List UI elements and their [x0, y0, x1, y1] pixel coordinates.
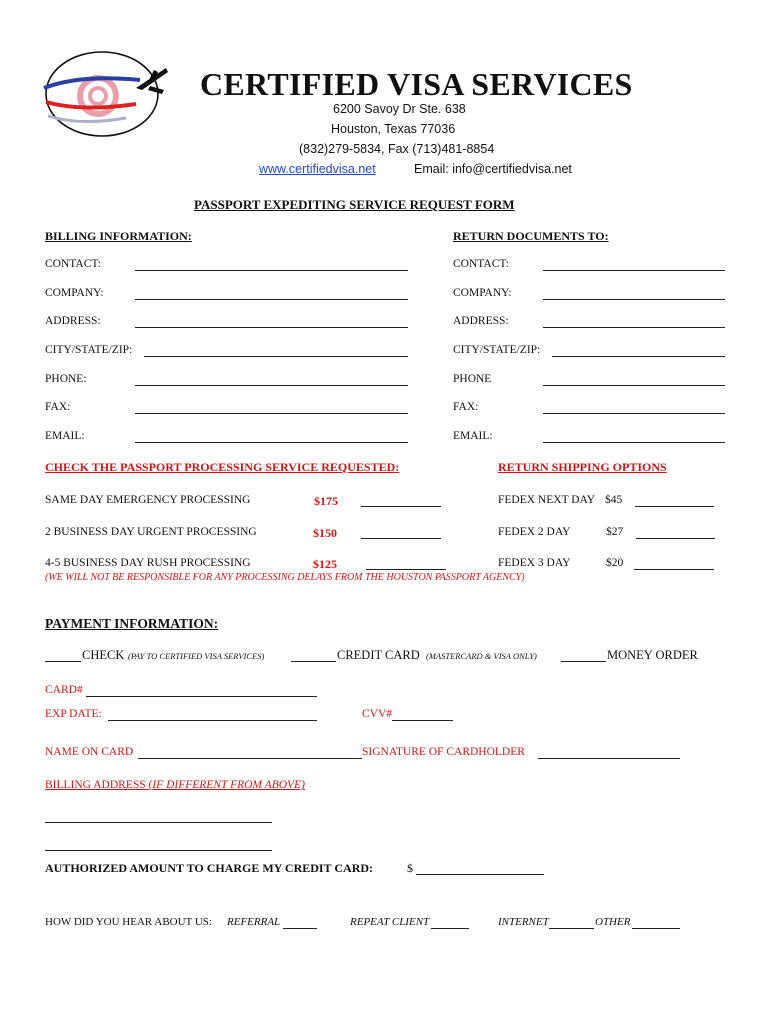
processing-option-price: $175: [314, 494, 338, 508]
billing-address-field[interactable]: [135, 327, 408, 328]
shipping-option-field[interactable]: [634, 569, 714, 570]
billing-company-label: COMPANY:: [45, 287, 104, 299]
processing-option-label: 4-5 BUSINESS DAY RUSH PROCESSING: [45, 557, 251, 569]
company-logo: [40, 44, 170, 144]
referral-referral-field[interactable]: [283, 928, 317, 929]
payment-heading: PAYMENT INFORMATION:: [45, 616, 219, 631]
money-order-label: MONEY ORDER: [607, 648, 698, 662]
billing-address-alt-line-2[interactable]: [45, 850, 272, 851]
company-email: Email: info@certifiedvisa.net: [414, 162, 572, 176]
processing-option-price: $125: [313, 557, 337, 571]
company-website-link[interactable]: www.certifiedvisa.net: [259, 162, 376, 176]
processing-option-label: 2 BUSINESS DAY URGENT PROCESSING: [45, 526, 257, 538]
billing-fax-field[interactable]: [135, 413, 408, 414]
exp-date-label: EXP DATE:: [45, 708, 102, 720]
form-title: PASSPORT EXPEDITING SERVICE REQUEST FORM: [194, 197, 515, 212]
billing-address-alt-line-1[interactable]: [45, 822, 272, 823]
billing-contact-field[interactable]: [135, 270, 408, 271]
billing-phone-field[interactable]: [135, 385, 408, 386]
cvv-field[interactable]: [392, 720, 453, 721]
authorized-amount-label: AUTHORIZED AMOUNT TO CHARGE MY CREDIT CARD:: [45, 861, 374, 875]
return-contact-field[interactable]: [543, 270, 725, 271]
credit-card-label: CREDIT CARD: [337, 648, 420, 662]
authorized-amount-field[interactable]: [416, 874, 544, 875]
referral-option-other: OTHER: [595, 916, 631, 928]
signature-label: SIGNATURE OF CARDHOLDER: [362, 746, 525, 758]
processing-heading: CHECK THE PASSPORT PROCESSING SERVICE REQUESTED:: [45, 460, 400, 474]
card-number-label: CARD#: [45, 684, 83, 696]
company-name: CERTIFIED VISA SERVICES: [200, 66, 633, 102]
referral-other-field[interactable]: [632, 928, 680, 929]
billing-email-label: EMAIL:: [45, 430, 85, 442]
processing-option-field[interactable]: [361, 506, 441, 507]
shipping-option-label: FEDEX 2 DAY: [498, 526, 571, 538]
processing-option-field[interactable]: [361, 538, 441, 539]
return-fax-label: FAX:: [453, 401, 479, 413]
return-city-label: CITY/STATE/ZIP:: [453, 344, 541, 356]
return-address-field[interactable]: [543, 327, 725, 328]
return-company-field[interactable]: [543, 299, 725, 300]
shipping-option-price: $20: [606, 557, 624, 569]
referral-option-internet: INTERNET: [498, 916, 549, 928]
name-on-card-field[interactable]: [138, 758, 362, 759]
return-city-field[interactable]: [552, 356, 725, 357]
billing-fax-label: FAX:: [45, 401, 71, 413]
company-city: Houston, Texas 77036: [331, 122, 456, 136]
billing-city-label: CITY/STATE/ZIP:: [45, 344, 133, 356]
return-email-label: EMAIL:: [453, 430, 493, 442]
return-fax-field[interactable]: [543, 413, 725, 414]
processing-disclaimer: (WE WILL NOT BE RESPONSIBLE FOR ANY PROCESSING DELAYS FROM THE HOUSTON PASSPORT AGENCY): [45, 572, 525, 583]
cvv-label: CVV#: [362, 708, 393, 720]
return-company-label: COMPANY:: [453, 287, 512, 299]
exp-date-field[interactable]: [108, 720, 317, 721]
billing-phone-label: PHONE:: [45, 373, 87, 385]
company-street: 6200 Savoy Dr Ste. 638: [333, 102, 466, 116]
billing-email-field[interactable]: [135, 442, 408, 443]
shipping-option-price: $45: [605, 494, 623, 506]
return-email-field[interactable]: [543, 442, 725, 443]
check-note: (PAY TO CERTIFIED VISA SERVICES): [128, 651, 265, 661]
credit-card-note: (MASTERCARD & VISA ONLY): [426, 651, 537, 661]
name-on-card-label: NAME ON CARD: [45, 746, 134, 758]
billing-address-alt-text: BILLING ADDRESS (: [45, 779, 153, 791]
shipping-option-label: FEDEX 3 DAY: [498, 557, 571, 569]
referral-internet-field[interactable]: [549, 928, 594, 929]
referral-option-repeat: REPEAT CLIENT: [350, 916, 430, 928]
return-phone-field[interactable]: [543, 385, 725, 386]
return-address-label: ADDRESS:: [453, 315, 509, 327]
processing-option-field[interactable]: [366, 569, 446, 570]
referral-option-referral: REFERRAL: [227, 916, 281, 928]
billing-address-label: ADDRESS:: [45, 315, 101, 327]
shipping-option-label: FEDEX NEXT DAY: [498, 494, 596, 506]
shipping-heading: RETURN SHIPPING OPTIONS: [498, 460, 667, 474]
credit-card-field[interactable]: [291, 661, 336, 662]
processing-option-price: $150: [313, 526, 337, 540]
billing-heading: BILLING INFORMATION:: [45, 229, 192, 243]
billing-address-alt-note: IF DIFFERENT FROM ABOVE): [152, 779, 305, 791]
referral-repeat-field[interactable]: [431, 928, 469, 929]
company-phone-fax: (832)279-5834, Fax (713)481-8854: [299, 142, 495, 156]
check-label: CHECK: [82, 648, 125, 662]
referral-question: HOW DID YOU HEAR ABOUT US:: [45, 916, 212, 928]
card-number-field[interactable]: [86, 696, 317, 697]
billing-address-alt-label: [45, 779, 305, 791]
billing-contact-label: CONTACT:: [45, 258, 102, 270]
shipping-option-price: $27: [606, 526, 624, 538]
return-docs-heading: RETURN DOCUMENTS TO:: [453, 229, 609, 243]
shipping-option-field[interactable]: [636, 538, 715, 539]
return-phone-label: PHONE: [453, 373, 492, 385]
authorized-dollar-sign: $: [407, 861, 413, 875]
processing-option-label: SAME DAY EMERGENCY PROCESSING: [45, 494, 251, 506]
check-field[interactable]: [45, 661, 81, 662]
billing-company-field[interactable]: [135, 299, 408, 300]
billing-city-field[interactable]: [144, 356, 408, 357]
shipping-option-field[interactable]: [635, 506, 714, 507]
return-contact-label: CONTACT:: [453, 258, 510, 270]
money-order-field[interactable]: [561, 661, 606, 662]
signature-field[interactable]: [538, 758, 680, 759]
